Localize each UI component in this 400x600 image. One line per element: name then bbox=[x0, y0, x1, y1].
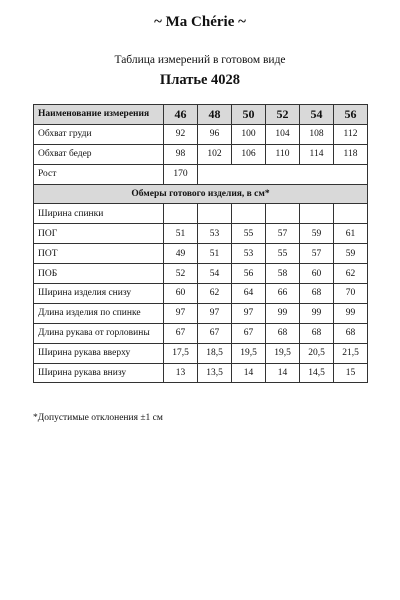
model-title: Платье 4028 bbox=[159, 72, 241, 88]
value-cell: 21,5 bbox=[334, 343, 368, 363]
value-cell: 52 bbox=[164, 264, 198, 284]
value-cell: 67 bbox=[164, 323, 198, 343]
section-header-row bbox=[34, 184, 368, 204]
size-header: 54 bbox=[300, 105, 334, 125]
value-cell: 18,5 bbox=[198, 343, 232, 363]
value-cell: 99 bbox=[334, 303, 368, 323]
value-cell: 112 bbox=[334, 124, 368, 144]
table-row bbox=[34, 124, 368, 144]
value-cell bbox=[232, 204, 266, 224]
row-label: Ширина рукава внизу bbox=[34, 363, 164, 383]
row-label: Ширина рукава вверху bbox=[34, 343, 164, 363]
size-header: 48 bbox=[198, 105, 232, 125]
value-cell: 57 bbox=[266, 224, 300, 244]
row-label: Ширина изделия снизу bbox=[34, 284, 164, 304]
value-cell: 68 bbox=[334, 323, 368, 343]
table-subtitle: Таблица измерений в готовом виде bbox=[114, 54, 286, 66]
value-cell: 60 bbox=[164, 284, 198, 304]
table-row bbox=[34, 284, 368, 304]
size-header: 52 bbox=[266, 105, 300, 125]
value-cell: 20,5 bbox=[300, 343, 334, 363]
row-label: Обхват груди bbox=[34, 124, 164, 144]
value-cell: 19,5 bbox=[232, 343, 266, 363]
table-row bbox=[34, 343, 368, 363]
brand-title: ~ Ma Chérie ~ bbox=[154, 14, 246, 30]
value-cell: 67 bbox=[232, 323, 266, 343]
value-cell: 14 bbox=[232, 363, 266, 383]
value-cell: 53 bbox=[232, 244, 266, 264]
value-cell: 108 bbox=[300, 124, 334, 144]
table-row bbox=[34, 363, 368, 383]
table-row bbox=[34, 224, 368, 244]
value-cell: 68 bbox=[300, 284, 334, 304]
value-cell: 61 bbox=[334, 224, 368, 244]
row-label: ПОБ bbox=[34, 264, 164, 284]
value-cell: 60 bbox=[300, 264, 334, 284]
row-label: Рост bbox=[34, 164, 164, 184]
size-header: 56 bbox=[334, 105, 368, 125]
height-row bbox=[34, 164, 368, 184]
value-cell: 55 bbox=[232, 224, 266, 244]
section-title: Обмеры готового изделия, в см* bbox=[34, 184, 368, 204]
size-header: 46 bbox=[164, 105, 198, 125]
row-label: ПОТ bbox=[34, 244, 164, 264]
empty-cell bbox=[198, 164, 368, 184]
value-cell bbox=[198, 204, 232, 224]
size-header: 50 bbox=[232, 105, 266, 125]
value-cell bbox=[266, 204, 300, 224]
table-row bbox=[34, 264, 368, 284]
table-row bbox=[34, 303, 368, 323]
value-cell: 59 bbox=[334, 244, 368, 264]
value-cell: 100 bbox=[232, 124, 266, 144]
value-cell: 97 bbox=[198, 303, 232, 323]
value-cell: 64 bbox=[232, 284, 266, 304]
value-cell: 54 bbox=[198, 264, 232, 284]
table-row bbox=[34, 323, 368, 343]
footnote: *Допустимые отклонения ±1 см bbox=[33, 413, 163, 423]
value-cell: 15 bbox=[334, 363, 368, 383]
value-cell: 51 bbox=[198, 244, 232, 264]
value-cell: 19,5 bbox=[266, 343, 300, 363]
value-cell: 114 bbox=[300, 144, 334, 164]
table-row bbox=[34, 144, 368, 164]
row-label: ПОГ bbox=[34, 224, 164, 244]
value-cell: 98 bbox=[164, 144, 198, 164]
value-cell: 68 bbox=[300, 323, 334, 343]
value-cell: 58 bbox=[266, 264, 300, 284]
value-cell: 59 bbox=[300, 224, 334, 244]
value-cell: 67 bbox=[198, 323, 232, 343]
table-row bbox=[34, 244, 368, 264]
value-cell: 13,5 bbox=[198, 363, 232, 383]
value-cell: 53 bbox=[198, 224, 232, 244]
row-label: Длина рукава от горловины bbox=[34, 323, 164, 343]
table-header-row bbox=[34, 105, 368, 125]
value-cell: 102 bbox=[198, 144, 232, 164]
value-cell: 106 bbox=[232, 144, 266, 164]
value-cell bbox=[300, 204, 334, 224]
row-label: Обхват бедер bbox=[34, 144, 164, 164]
value-cell bbox=[164, 204, 198, 224]
value-cell: 99 bbox=[300, 303, 334, 323]
value-cell: 51 bbox=[164, 224, 198, 244]
value-cell bbox=[334, 204, 368, 224]
value-cell: 14,5 bbox=[300, 363, 334, 383]
value-cell: 56 bbox=[232, 264, 266, 284]
value-cell: 13 bbox=[164, 363, 198, 383]
value-cell: 110 bbox=[266, 144, 300, 164]
row-label: Длина изделия по спинке bbox=[34, 303, 164, 323]
value-cell: 62 bbox=[198, 284, 232, 304]
value-cell: 62 bbox=[334, 264, 368, 284]
header-label: Наименование измерения bbox=[34, 105, 164, 125]
value-cell: 92 bbox=[164, 124, 198, 144]
value-cell: 118 bbox=[334, 144, 368, 164]
value-cell: 97 bbox=[164, 303, 198, 323]
value-cell: 96 bbox=[198, 124, 232, 144]
value-cell: 57 bbox=[300, 244, 334, 264]
value-cell: 97 bbox=[232, 303, 266, 323]
value-cell: 66 bbox=[266, 284, 300, 304]
value-cell: 68 bbox=[266, 323, 300, 343]
table-row bbox=[34, 204, 368, 224]
value-cell: 104 bbox=[266, 124, 300, 144]
value-cell: 70 bbox=[334, 284, 368, 304]
row-label: Ширина спинки bbox=[34, 204, 164, 224]
value-cell: 99 bbox=[266, 303, 300, 323]
value-cell: 17,5 bbox=[164, 343, 198, 363]
value-cell: 49 bbox=[164, 244, 198, 264]
measurement-table bbox=[33, 104, 368, 383]
value-cell: 14 bbox=[266, 363, 300, 383]
value-cell: 55 bbox=[266, 244, 300, 264]
height-value: 170 bbox=[164, 164, 198, 184]
